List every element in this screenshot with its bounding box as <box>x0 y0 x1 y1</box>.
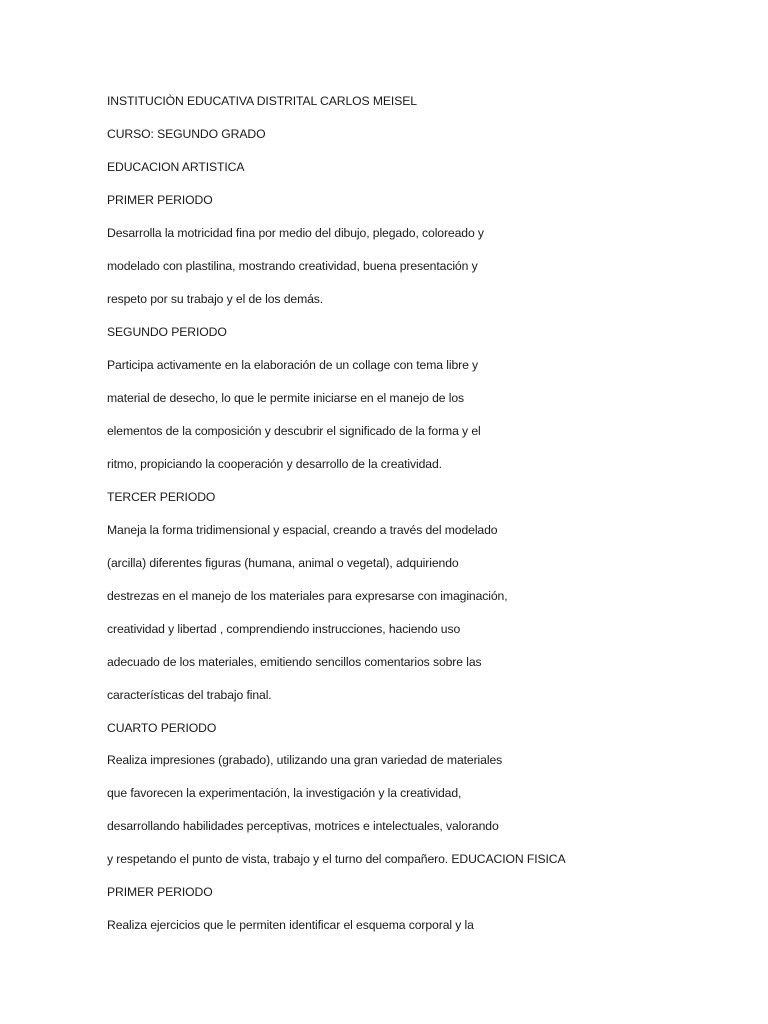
institution-title: INSTITUCIÒN EDUCATIVA DISTRITAL CARLOS MEISEL <box>107 94 417 108</box>
subject-heading: EDUCACION ARTISTICA <box>107 160 245 174</box>
text-line: desarrollando habilidades perceptivas, motrices e intelectuales, valorando <box>107 819 499 833</box>
text-line: y respetando el punto de vista, trabajo y el turno del compañero. EDUCACION FISICA <box>107 852 566 866</box>
period-heading-first: PRIMER PERIODO <box>107 193 213 207</box>
text-line: (arcilla) diferentes figuras (humana, animal o vegetal), adquiriendo <box>107 556 459 570</box>
text-line: Realiza ejercicios que le permiten identificar el esquema corporal y la <box>107 918 474 932</box>
text-line: respeto por su trabajo y el de los demás. <box>107 292 324 306</box>
text-line: creatividad y libertad , comprendiendo instrucciones, haciendo uso <box>107 622 461 636</box>
period-heading-second: SEGUNDO PERIODO <box>107 325 227 339</box>
text-line: Realiza impresiones (grabado), utilizando una gran variedad de materiales <box>107 753 503 767</box>
course-line: CURSO: SEGUNDO GRADO <box>107 127 266 141</box>
text-line: ritmo, propiciando la cooperación y desarrollo de la creatividad. <box>107 457 442 471</box>
text-line: material de desecho, lo que le permite iniciarse en el manejo de los <box>107 391 464 405</box>
text-line: que favorecen la experimentación, la investigación y la creatividad, <box>107 786 462 800</box>
period-heading-third: TERCER PERIODO <box>107 490 216 504</box>
text-line: destrezas en el manejo de los materiales para expresarse con imaginación, <box>107 589 508 603</box>
text-line: Desarrolla la motricidad fina por medio del dibujo, plegado, coloreado y <box>107 226 484 240</box>
text-line: Participa activamente en la elaboración de un collage con tema libre y <box>107 358 479 372</box>
text-line: características del trabajo final. <box>107 688 272 702</box>
text-line: elementos de la composición y descubrir el significado de la forma y el <box>107 424 481 438</box>
text-line: modelado con plastilina, mostrando creatividad, buena presentación y <box>107 259 478 273</box>
period-heading-first-pe: PRIMER PERIODO <box>107 885 213 899</box>
text-line: Maneja la forma tridimensional y espacial, creando a través del modelado <box>107 523 498 537</box>
text-line: adecuado de los materiales, emitiendo sencillos comentarios sobre las <box>107 655 482 669</box>
period-heading-fourth: CUARTO PERIODO <box>107 721 217 735</box>
